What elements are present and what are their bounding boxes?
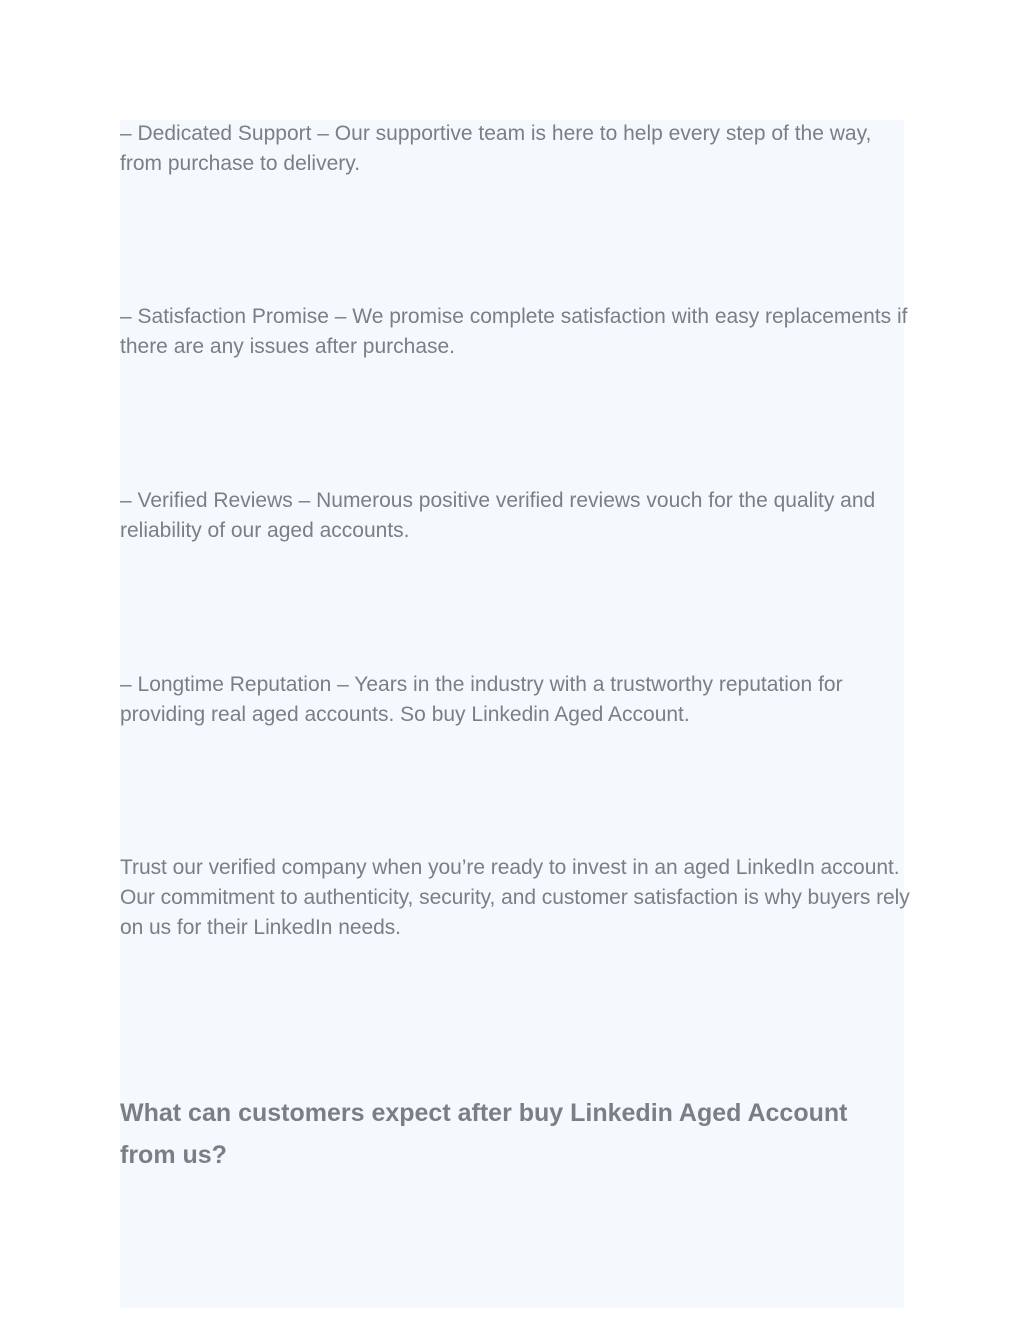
paragraph-verified-reviews: – Verified Reviews – Numerous positive verified reviews vouch for the quality and reliability of our aged accounts.	[120, 489, 876, 542]
paragraph-trust-company: Trust our verified company when you’re ready to invest in an aged LinkedIn account. Our commitment to authenticity, security, and customer satisfaction is why buyers rely on us for their LinkedIn needs.	[120, 856, 910, 939]
paragraph-satisfaction-promise: – Satisfaction Promise – We promise complete satisfaction with easy replacements if there are any issues after purchase.	[120, 305, 908, 358]
paragraph-longtime-reputation: – Longtime Reputation – Years in the industry with a trustworthy reputation for providing real aged accounts. So buy Linkedin Aged Account.	[120, 673, 843, 726]
paragraph-dedicated-support: – Dedicated Support – Our supportive team is here to help every step of the way, from purchase to delivery.	[120, 122, 872, 175]
section-heading: What can customers expect after buy Linkedin Aged Account from us?	[120, 1099, 848, 1169]
